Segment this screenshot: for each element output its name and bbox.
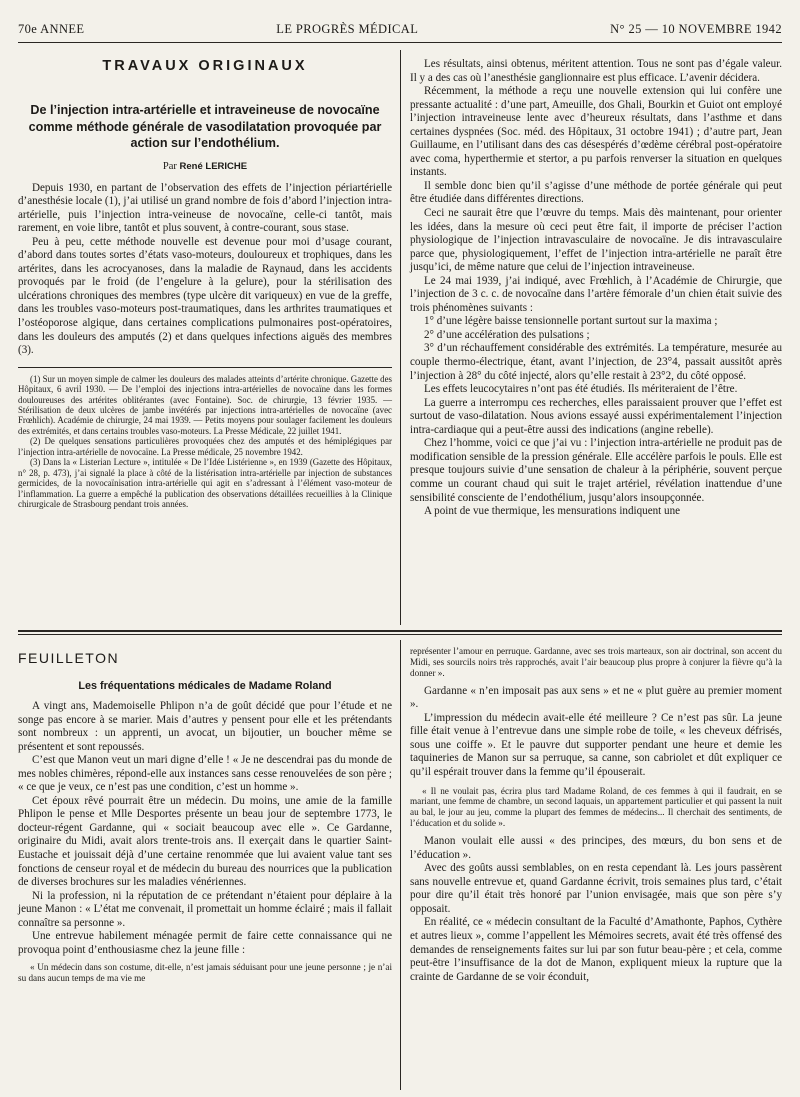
article-title: De l’injection intra-artérielle et intraveineuse de novocaïne comme méthode générale de vasodilatation provoquée par action sur l’endothélium. — [28, 103, 382, 150]
quote-text: représenter l’amour en perruque. Gardanne, avec ses trois marteaux, son air doctrinal, son accent du Midi, ses sourcils noirs très rapprochés, avait l’air beaucoup plus propre à conjurer la fièvre qu’à la donner ». — [410, 646, 782, 678]
quotation — [410, 786, 782, 830]
feuilleton-heading: FEUILLETON — [18, 650, 120, 666]
article-body-left — [18, 182, 392, 358]
article-left-column — [18, 58, 392, 510]
paragraph: Une entrevue habilement ménagée permit de faire cette connaissance qui ne provoqua point d’enthousiasme chez la jeune fille : — [18, 930, 392, 956]
column-divider-bottom — [400, 640, 401, 1090]
paragraph: Manon voulait elle aussi « des principes, des mœurs, du bon sens et de l’éducation ». — [410, 835, 782, 861]
paragraph: Depuis 1930, en partant de l’observation des effets de l’injection périartérielle d’anesthésie locale (1), j’ai utilisé un grand nombre de fois d’abord l’injection intra-artérielle, puis l’injection intra-veineuse de novocaïne, celle-ci tantôt, mais rarement, en voie libre, tantôt et plus souvent, à contre-courant, sous stase. — [18, 181, 392, 235]
paragraph: 3° d’un réchauffement considérable des extrémités. La température, mesurée au couple thermo-électrique, étant, avant l’injection, de 23°4, passait aussitôt après l’injection à 28° du côté injecté, alors qu’elle restait à 23°2, du côté opposé. — [410, 342, 782, 382]
quotation-continued — [410, 646, 782, 679]
feuilleton-body-right-b — [410, 835, 782, 984]
paragraph: 1° d’une légère baisse tensionnelle portant surtout sur la maxima ; — [424, 315, 718, 328]
paragraph: La guerre a interrompu ces recherches, elles paraissaient prouver que l’effet est surtout de vaso-dilatation. Nous avions essayé aussi expérimentalement l’injection intra-cardiaque qui a peut-être aussi des indications (angine rebelle). — [410, 396, 782, 436]
quotation — [18, 962, 392, 984]
paragraph: Le 24 mai 1939, j’ai indiqué, avec Frœhlich, à l’Académie de Chirurgie, que l’injection de 3 c. c. de novocaïne dans l’artère fémorale d’un chien était suivie des trois phénomènes suivants : — [410, 274, 782, 314]
paragraph: Il semble donc bien qu’il s’agisse d’une méthode de portée générale qui peut être étudiée dans différentes directions. — [410, 179, 782, 206]
paragraph: Avec des goûts aussi semblables, on en resta cependant là. Les jours passèrent sans nouvelle entrevue et, quand Gardanne écrivit, trois semaines plus tard, c’était pour dire qu’il était très honoré par l’union envisagée, mais que son père s’y opposait. — [410, 862, 782, 915]
feuilleton-body-left — [18, 700, 392, 957]
running-header — [18, 18, 782, 40]
header-rule — [18, 42, 782, 43]
feuilleton-rule-thin — [18, 634, 782, 635]
author-name: René LERICHE — [179, 160, 248, 172]
feuilleton-left-column — [18, 650, 392, 984]
byline-prefix: Par — [162, 160, 177, 172]
issue-date: N° 25 — 10 NOVEMBRE 1942 — [610, 21, 782, 36]
feuilleton-body-right-a — [410, 685, 782, 780]
paragraph: Gardanne « n’en imposait pas aux sens » et ne « plut guère au premier moment ». — [410, 684, 782, 711]
column-divider-top — [400, 50, 401, 625]
paragraph: Récemment, la méthode a reçu une nouvelle extension qui lui confère une pressante actualité : d’une part, Ameuille, dos Ghali, Bourkin et Guiot ont employé l’injection intraveineuse lente avec d’heureux résultats, dans l’asthme et dans certaines dyspnées (Soc. méd. des Hôpitaux, 31 octobre 1941) ; d’autre part, Jean Guillaume, en l’utilisant dans des cas désespérés d’œdème cérébral post-opératoire avec coma, hyperthermie et stertor, a pu parfois renverser la situation en quelques instants. — [410, 85, 782, 179]
paragraph: Les effets leucocytaires n’ont pas été étudiés. Ils mériteraient de l’être. — [424, 383, 738, 396]
paragraph: En réalité, ce « médecin consultant de la Faculté d’Amathonte, Paphos, Cythère et autres lieux », comme l’appellent les Mémoires secrets, avait été très offensé des demandes de renseignements faites sur lui par son futur beau-père ; et cela, comme peut-être l’insuffisance de la dot de Manon, expliquent mieux la rupture que la crainte de Gardanne de se voir éconduit, — [410, 916, 782, 983]
paragraph: 2° d’une accélération des pulsations ; — [424, 328, 590, 341]
feuilleton-right-column — [410, 646, 782, 984]
volume-label: 70e ANNEE — [18, 21, 85, 36]
footnote: (2) De quelques sensations particulières provoquées chez des amputés et des hémiplégiques par l’injection intra-artérielle de novocaïne. La Presse médicale, 25 novembre 1942. — [18, 436, 392, 457]
paragraph: A point de vue thermique, les mensurations indiquent une — [424, 505, 681, 518]
article-body-right — [410, 58, 782, 519]
paragraph: C’est que Manon veut un mari digne d’elle ! « Je ne descendrai pas du monde de mes nobles chimères, répond-elle aux instances sans cesse renouvelées de son père ; « ce que je veux, ce n’est pas une condition, c’est un homme ». — [18, 754, 392, 794]
byline — [18, 161, 392, 172]
paragraph: Ni la profession, ni la réputation de ce prétendant n’étaient pour déplaire à la jeune Manon : « L’état me convenait, il promettait un homme éclairé ; mais il fallait connaître sa personne ». — [18, 889, 392, 929]
paragraph: Cet époux rêvé pourrait être un médecin. Du moins, une amie de la famille Phlipon le pense et Mlle Desportes présente un beau jour de septembre 1773, le docteur-régent Gardanne, qui « sociait beaucoup avec elle ». Ce Gardanne, originaire du Midi, avait alors trente-trois ans. Il exerçait dans le quartier Saint-Eustache et jouissait déjà d’une certaine renommée que lui avaient value tant ses fonctions de censeur royal et de médecin du bureau des nourrices que la publication de diverses brochures sur les maladies vénériennes. — [18, 794, 392, 889]
footnotes — [18, 374, 392, 510]
footnote: (1) Sur un moyen simple de calmer les douleurs des malades atteints d’artérite chronique. Gazette des Hôpitaux, 6 avril 1930. — De l’emploi des injections intra-artérielles de novocaïne dans les formes douloureuses des artérites oblitérantes (avec Fontaine). Soc. de chirurgie, 13 février 1935. — Stérilisation de deux ulcères de jambe invétérés par injections intra-artérielles de novocaïne (avec Frœhlich). Académie de chirurgie, 24 mai 1939. — Petits moyens pour soulager facilement les douleurs des extrémités, et dans certains troubles vaso-moteurs. La Presse Médicale, 22 juillet 1941. — [18, 373, 392, 436]
paragraph: Peu à peu, cette méthode nouvelle est devenue pour moi d’usage courant, d’abord dans toutes sortes d’états vaso-moteurs, douloureux et trophiques, dans les artérites, dans les acrocyanoses, dans la maladie de Raynaud, dans les accidents provoqués par le froid (de l’engelure à la gelure), pour la stérilisation des ulcérations chroniques des membres (type ulcère dit variqueux) en vue de la greffe, dans les troubles vaso-moteurs post-traumatiques, dans les arthrites traumatiques et l’ostéoporose algique, dans certaines complications pulmonaires post-opératoires, dans les douleurs des amputés (2) et dans quelques infections aiguës des membres (3). — [18, 235, 392, 357]
paragraph: L’impression du médecin avait-elle été meilleure ? Ce n’est pas sûr. La jeune fille était venue à l’entrevue dans une simple robe de toile, « les cheveux défrisés, sous une coiffe ». Et le pauvre dut supporter pendant une heure et demie les taquineries de Manon sur sa perruque, sa canne, son cabriolet et dût expliquer ce qu’il espérait trouver dans la femme qu’il épouserait. — [410, 711, 782, 778]
quote-text: « Un médecin dans son costume, dit-elle, n’est jamais séduisant pour une jeune personne ; je n’ai su dans aucun temps de ma vie me — [18, 962, 392, 984]
feuilleton-rule — [18, 630, 782, 632]
paragraph: Ceci ne saurait être que l’œuvre du temps. Mais dès maintenant, pour orienter les idées, dans la mesure où ceci peut être fait, il importe de préciser l’action physiologique de l’injection intravasculaire de novocaïne. Je dis intravasculaire parce que, physiologiquement, l’effet de l’injection intra-artérielle ne paraît être jusqu’ici, de même nature que celui de l’injection intraveineuse. — [410, 207, 782, 274]
paragraph: Chez l’homme, voici ce que j’ai vu : l’injection intra-artérielle ne produit pas de modification sensible de la pression générale. Elle accélère parfois le pouls. Elle est presque toujours suivie d’une sensation de chaleur à la périphérie, souvent perçue comme un courant chaud qui suit le trajet artériel, révélation inattendue d’une sensibilité consciente de l’endothélium, jusqu’alors insoupçonnée. — [410, 437, 782, 504]
quote-text: « Il ne voulait pas, écrira plus tard Madame Roland, de ces femmes à qui il faudrait, en se mariant, une femme de chambre, un second laquais, un appartement particulier et qui passent la nuit au bal, le jour au jeu, comme la plupart des femmes de médecins... Il cherchait des sentiments, de l’éducation et du solide ». — [410, 785, 782, 829]
section-heading: TRAVAUX ORIGINAUX — [102, 58, 308, 74]
paragraph: A vingt ans, Mademoiselle Phlipon n’a de goût décidé que pour l’étude et ne songe pas encore à se marier. Mais d’autres y pensent pour elle et les prétendants sont nombreux : un apprenti, un avocat, un bijoutier, un boucher même se présentent et sont repoussés. — [18, 700, 392, 753]
paragraph: Les résultats, ainsi obtenus, méritent attention. Tous ne sont pas d’égale valeur. Il y a des cas où l’anesthésie ganglionnaire est plus efficace. L’avenir décidera. — [410, 58, 782, 84]
journal-title: LE PROGRÈS MÉDICAL — [276, 21, 419, 36]
feuilleton-title: Les fréquentations médicales de Madame Roland — [78, 680, 332, 692]
footnote: (3) Dans la « Listerian Lecture », intitulée « De l’Idée Listérienne », en 1939 (Gazette des Hôpitaux, n° 28, p. 473), j’ai signalé la place à côté de la listérisation intra-artérielle par injection de substances germicides, de la novocaïnisation intra-artérielle qui agit en s’adressant à l’élément vaso-moteur de l’inflammation. La guerre a empêché la publication des observations détaillées recueillies à la Clinique chirurgicale de Strasbourg pendant trois années. — [18, 457, 392, 510]
